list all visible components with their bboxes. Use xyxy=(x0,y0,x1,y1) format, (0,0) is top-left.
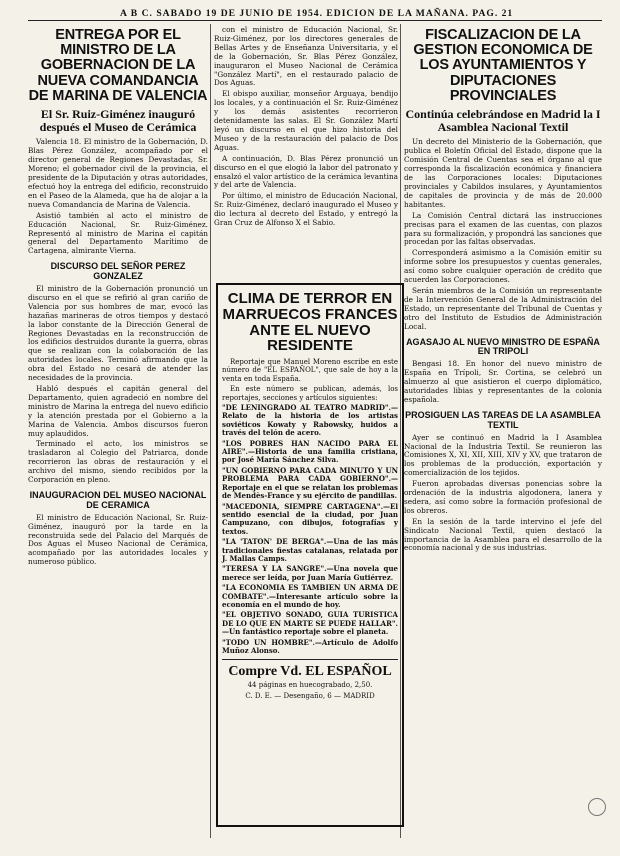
headline-marina: ENTREGA POR EL MINISTRO DE LA GOBERNACION DE LA NUEVA COMANDANCIA DE MARINA DE VALENCIA xyxy=(28,27,208,104)
paragraph: En la sesión de la tarde intervino el jefe del Sindicato Nacional Textil, quien destacó la importancia de la Asamblea para el desarrollo de la economía nacional y de sus industrias. xyxy=(404,516,602,553)
subhead-asamblea: Continúa celebrándose en Madrid la I Asamblea Nacional Textil xyxy=(405,107,601,135)
paragraph: Bengasi 18. En honor del nuevo ministro de España en Trípoli, Sr. Cortina, se celebró un almuerzo al que asistieron el cuerpo diplomático, autoridades libias y representantes de la colonia española. xyxy=(404,359,602,404)
box-item: "TODO UN HOMBRE".—Artículo de Adolfo Muñoz Alonso. xyxy=(222,637,398,655)
paragraph: El obispo auxiliar, monseñor Arguaya, bendijo los locales, y a continuación el Sr. Ruiz-Giménez y los demás asistentes recorrieron detenidamente las salas. El Sr. González Martí leyó un discurso en el que hizo historia del Museo y de la restauración del palacio de Dos Aguas. xyxy=(214,89,398,152)
box-pages: 44 páginas en huecograbado, 2,50. xyxy=(247,681,373,690)
paragraph: El ministro de Educación Nacional, Sr. Ruiz-Giménez, inauguró por la tarde en la reconstruida sede del Palacio del Marqués de Dos Aguas el Museo Nacional de Cerámica, acompañado por las autoridades locales y numeroso público. xyxy=(28,512,208,567)
section-title-museo: INAUGURACION DEL MUSEO NACIONAL DE CERAMICA xyxy=(29,489,207,510)
paragraph: Asistió también al acto el ministro de Educación Nacional, Sr. Ruiz-Giménez. Representó al ministro de Marina el capitán general del Departamento Marítimo de Cartagena, almirante Vierna. xyxy=(28,210,208,256)
box-item: "LA 'TATON' DE BERGA".—Una de las más tradicionales fiestas catalanas, relatada por J. Mallas Camps. xyxy=(222,537,398,563)
paragraph: Un decreto del Ministerio de la Gobernación, que publica el Boletín Oficial del Estado, dispone que la Comisión Central de Cuentas sea el órgano al que corresponda la fiscalización económica y financiera de las Corporaciones locales: Diputaciones provinciales y Cabildos insulares, y Ayuntamientos de capitales de provincia y de más de 20.000 habitantes. xyxy=(404,137,602,209)
paragraph: A continuación, D. Blas Pérez pronunció un discurso en el que elogió la labor del patronato y ensalzó el valor artístico de la cerámica levantina y del arte de Valencia. xyxy=(214,153,398,190)
header-rule xyxy=(28,20,602,21)
box-item: "LOS POBRES HAN NACIDO PARA EL AIRE".—Historia de una familia cristiana, por José María Sánchez Silva. xyxy=(222,438,398,465)
section-title-discurso: DISCURSO DEL SEÑOR PEREZ GONZALEZ xyxy=(50,261,186,282)
el-espanol-box xyxy=(216,283,404,827)
page-header: A B C. SABADO 19 DE JUNIO DE 1954. EDICION DE LA MAÑANA. PAG. 21 xyxy=(120,8,514,19)
paragraph: Fueron aprobadas diversas ponencias sobre la ordenación de la industria algodonera, lanera y sedera, así como sobre la formación profesional de los obreros. xyxy=(404,479,602,515)
box-rule xyxy=(222,659,398,660)
box-item: "TERESA Y LA SANGRE".—Una novela que merece ser leída, por Juan María Gutiérrez. xyxy=(222,564,398,582)
page-mark xyxy=(588,798,606,816)
box-headline: CLIMA DE TERROR EN MARRUECOS FRANCES ANTE EL NUEVO RESIDENTE xyxy=(222,290,398,355)
box-item: "MACEDONIA, SIEMPRE CARTAGENA".—El sentido esencial de la ciudad, por Juan Campuzano, con dibujos, fotografías y textos. xyxy=(222,501,398,536)
section-title-textil: PROSIGUEN LAS TAREAS DE LA ASAMBLEA TEXTIL xyxy=(405,409,601,430)
paragraph: Por último, el ministro de Educación Nacional, Sr. Ruiz-Giménez, declaró inaugurado el Museo y dio lectura al decreto del Estado, y entregó la Gran Cruz de Alfonso X el Sabio. xyxy=(214,191,398,228)
paragraph: Habló después el capitán general del Departamento, quien agradeció en nombre del ministro de Marina la entrega del nuevo edificio y la atención prestada por el Gobierno a la Marina de Valencia. Ambos discursos fueron muy aplaudidos. xyxy=(28,384,208,438)
column-2 xyxy=(214,26,398,276)
paragraph: La Comisión Central dictará las instrucciones precisas para el examen de las cuentas, con plazos para su formalización, y propondrá las sanciones que procedan por las faltas observadas. xyxy=(404,210,602,247)
headline-fiscalizacion: FISCALIZACION DE LA GESTION ECONOMICA DE LOS AYUNTAMIENTOS Y DIPUTACIONES PROVINCIALES xyxy=(413,27,593,104)
paragraph: con el ministro de Educación Nacional, Sr. Ruiz-Giménez, por los directores generales de Bellas Artes y de Enseñanza Universitaria, y el de la Gobernación, Sr. Blas Pérez González, inauguraron el Museo Nacional de Cerámica "González Martí", en el restaurado palacio de Dos Aguas. xyxy=(214,26,398,88)
paragraph: Valencia 18. El ministro de la Gobernación, D. Blas Pérez González, acompañado por el director general de Regiones Devastadas, Sr. Moreno; el gobernador civil de la provincia, el presidente de la Diputación y otras autoridades, efectuó hoy la entrega del edificio, reconstruido en el Paseo de la Alameda, que ha de alojar a la nueva Comandancia de Marina de Valencia. xyxy=(28,137,208,209)
box-address: C. D. E. — Desengaño, 6 — MADRID xyxy=(245,691,375,700)
box-item: "UN GOBIERNO PARA CADA MINUTO Y UN PROBLEMA PARA CADA GOBIERNO".—Reportaje en el que se relatan los problemas de Mendès-France y su ejército de pandillas. xyxy=(222,465,398,501)
paragraph: Terminado el acto, los ministros se trasladaron al Colegio del Patriarca, donde recorrieron las obras de restauración y el archivo del mismo, siendo recibidos por la Corporación en pleno. xyxy=(28,439,208,485)
paragraph: Serán miembros de la Comisión un representante de la Intervención General de la Administración del Estado, un representante del Tribunal de Cuentas y otro del Instituto de Estudios de Administración Local. xyxy=(404,285,602,331)
column-3 xyxy=(404,26,602,838)
box-item: "EL OBJETIVO SONADO, GUIA TURISTICA DE LO QUE EN MARTE SE PUEDE HALLAR".—Un fantástico reportaje sobre el planeta. xyxy=(222,610,398,637)
paragraph: Corresponderá asimismo a la Comisión emitir su informe sobre los presupuestos y cuentas generales, así como sobre cualquier operación de crédito que acuerden las Corporaciones. xyxy=(404,248,602,285)
column-rule-1 xyxy=(210,24,211,838)
subhead-museo: El Sr. Ruiz-Giménez inauguró después el Museo de Cerámica xyxy=(39,107,197,135)
box-intro-2: En este número se publican, además, los reportajes, secciones y artículos siguientes: xyxy=(222,385,398,402)
paragraph: Ayer se continuó en Madrid la I Asamblea Nacional de la Industria Textil. Se reunieron las Comisiones X, XI, XII, XIII, XIV y XV, que trataron de los problemas de la producción, exportación y comercialización de los tejidos. xyxy=(404,432,602,478)
box-intro: Reportaje que Manuel Moreno escribe en este número de "EL ESPAÑOL", que sale de hoy a la venta en toda España. xyxy=(222,358,398,383)
paragraph: El ministro de la Gobernación pronunció un discurso en el que se refirió al gran cariño de Valencia por sus hombres de mar, evocó las hazañas marineras de otros tiempos y destacó la labor constante de la Dirección General de Regiones Devastadas en la reconstrucción de los edificios destruidos durante la guerra, obras que se realizan con la colaboración de las autoridades locales. Terminó afirmando que la obra del Estado no cesará de atender las necesidades de la provincia. xyxy=(28,284,208,383)
box-promo: Compre Vd. EL ESPAÑOL xyxy=(228,664,392,680)
box-item: "LA ECONOMIA ES TAMBIEN UN ARMA DE COMBATE".—Interesante artículo sobre la economía en el mundo de hoy. xyxy=(222,583,398,609)
box-item: "DE LENINGRADO AL TEATRO MADRID".—Relato de la historia de los artistas soviéticos Kowaty y Rabowsky, huidos a través del telón de acero. xyxy=(222,403,398,438)
column-1 xyxy=(28,26,208,838)
section-title-tripoli: AGASAJO AL NUEVO MINISTRO DE ESPAÑA EN TRIPOLI xyxy=(406,336,600,357)
